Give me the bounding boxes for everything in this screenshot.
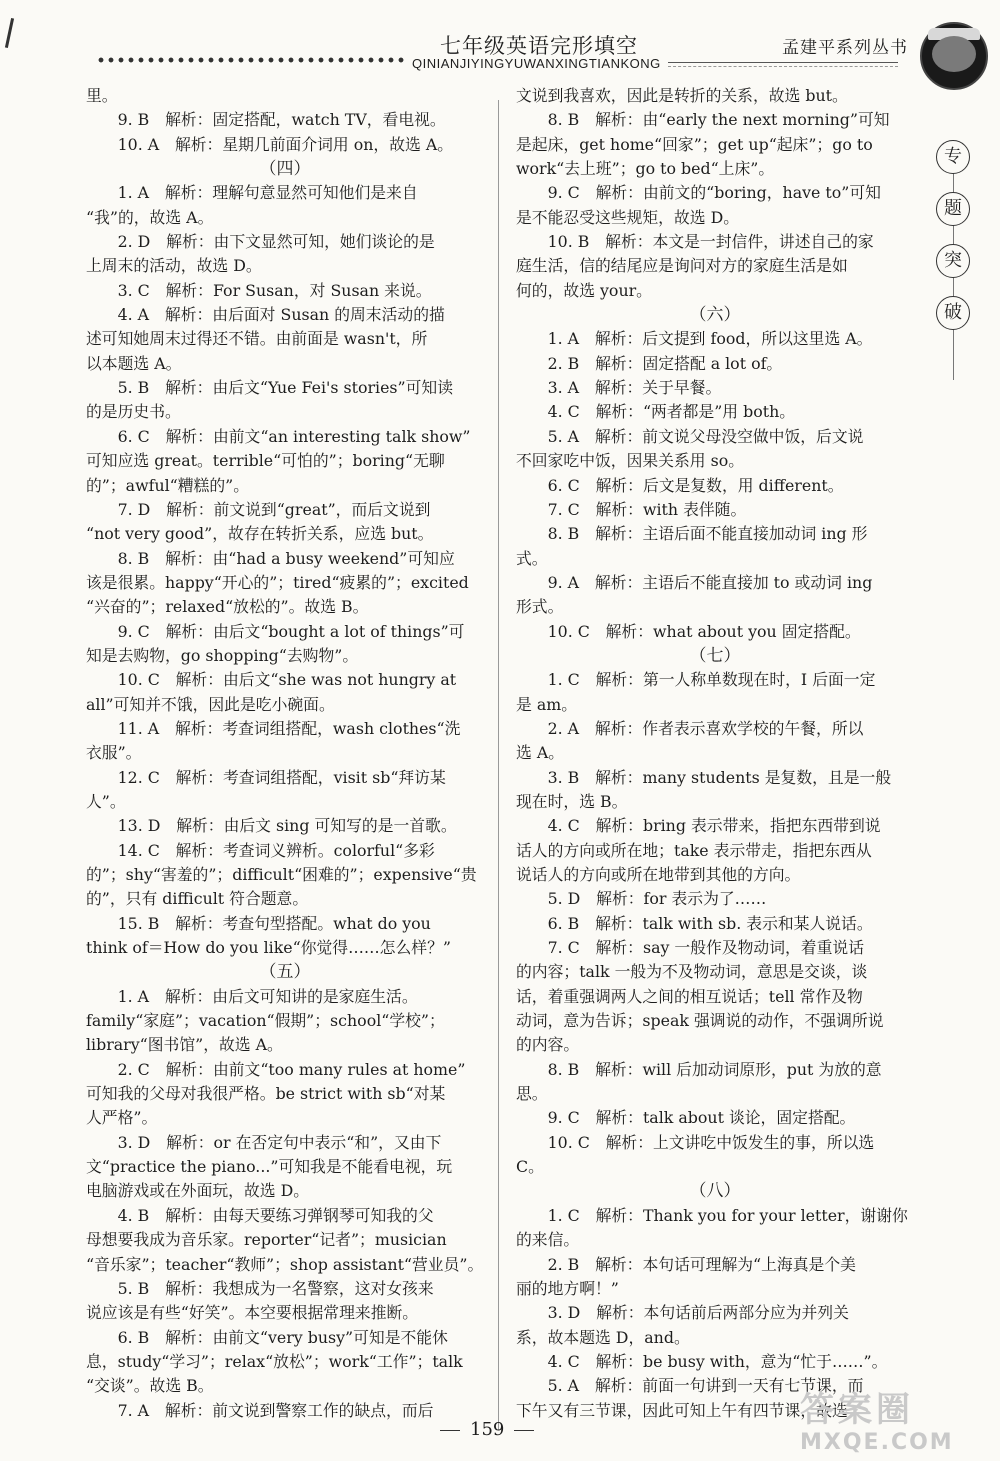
book-title: 七年级英语完形填空: [440, 34, 638, 58]
answer-line: 3. B 解析：many students 是复数，且是一般: [516, 767, 892, 787]
answer-line: 系，故本题选 D，and。: [516, 1327, 690, 1347]
answer-line: 2. B 解析：固定搭配 a lot of。: [516, 353, 783, 373]
answer-line: 2. D 解析：由下文显然可知，她们谈论的是: [86, 232, 435, 252]
answer-column-right: [516, 84, 914, 1423]
answer-line: 3. C 解析：For Susan，对 Susan 来说。: [86, 280, 432, 300]
page-footer: [430, 1419, 544, 1440]
answer-line: 12. C 解析：考查词组搭配，visit sb“拜访某: [86, 767, 446, 787]
answer-line: 的来信。: [516, 1230, 580, 1250]
answer-line: 8. B 解析：由“early the next morning”可知: [516, 110, 890, 130]
answer-line: 文说到我喜欢，因此是转折的关系，故选 but。: [516, 86, 848, 105]
answer-line: 4. A 解析：由后面对 Susan 的周末活动的描: [86, 305, 445, 325]
answer-line: 的”，只有 difficult 符合题意。: [86, 889, 309, 909]
answer-line: 5. A 解析：前面一句讲到一天有七节课，而: [516, 1376, 864, 1396]
answer-line: 1. C 解析：第一人称单数现在时，I 后面一定: [516, 670, 876, 690]
answer-line: 9. B 解析：固定搭配，watch TV，看电视。: [86, 110, 446, 130]
answer-line: 1. A 解析：理解句意显然可知他们是来自: [86, 183, 418, 203]
answer-line: 10. C 解析：上文讲吃中饭发生的事，所以选: [516, 1132, 875, 1152]
answer-line: 该是很累。happy“开心的”；tired“疲累的”；excited: [86, 572, 469, 592]
answer-line: 4. C 解析：“两者都是”用 both。: [516, 402, 796, 422]
answer-line: 6. B 解析：talk with sb. 表示和某人说话。: [516, 913, 873, 933]
answer-line: 的是历史书。: [86, 402, 181, 422]
answer-column-left: [86, 84, 484, 1423]
answer-line: 可知应选 great。terrible“可怕的”；boring“无聊: [86, 451, 445, 471]
answer-line: 6. C 解析：后文是复数，用 different。: [516, 475, 844, 495]
answer-line: 10. C 解析：由后文“she was not hungry at: [86, 670, 457, 690]
answer-line: 3. D 解析：or 在否定句中表示“和”，又由下: [86, 1132, 442, 1152]
answer-line: 丽的地方啊！”: [516, 1278, 619, 1298]
answer-line: 8. B 解析：will 后加动词原形，put 为放的意: [516, 1059, 882, 1079]
answer-line: 的内容。: [516, 1035, 580, 1055]
answer-line: 2. B 解析：本句话可理解为“上海真是个美: [516, 1254, 856, 1274]
watermark-bottom: MXQE.COM: [800, 1430, 954, 1455]
watermark-top: 答案圈: [800, 1390, 914, 1430]
answer-line: 知是去购物，go shopping“去购物”。: [86, 645, 359, 665]
answer-line: 15. B 解析：考查句型搭配。what do you: [86, 913, 431, 933]
answer-line: 6. C 解析：由前文“an interesting talk show”: [86, 426, 471, 446]
answer-line: 选 A。: [516, 743, 565, 763]
answer-line: 是不能忍受这些规矩，故选 D。: [516, 207, 740, 227]
topic-sidebar: [932, 140, 972, 390]
answer-line: 11. A 解析：考查词组搭配，wash clothes“洗: [86, 718, 461, 738]
answer-line: 的内容；talk 一般为不及物动词，意思是交谈，谈: [516, 962, 868, 982]
answer-line: 是 am。: [516, 694, 578, 714]
answer-line: C。: [516, 1157, 544, 1177]
answer-line: 人严格”。: [86, 1108, 158, 1128]
answer-line: 母想要我成为音乐家。reporter“记者”；musician: [86, 1230, 447, 1250]
answer-line: 5. A 解析：前文说父母没空做中饭，后文说: [516, 426, 864, 446]
sidebar-char: 题: [936, 192, 970, 226]
answer-line: 13. D 解析：由后文 sing 可知写的是一首歌。: [86, 816, 457, 836]
answer-line: 述可知她周末过得还不错。由前面是 wasn't，所: [86, 329, 428, 349]
answer-line: 的”；shy“害羞的”；difficult“困难的”；expensive“贵: [86, 865, 477, 884]
answer-line: 10. A 解析：星期几前面介词用 on，故选 A。: [86, 134, 454, 154]
answer-line: 4. B 解析：由每天要练习弹钢琴可知我的父: [86, 1205, 434, 1225]
answer-line: 7. A 解析：前文说到警察工作的缺点，而后: [86, 1400, 434, 1420]
answer-line: 7. D 解析：前文说到“great”，而后文说到: [86, 499, 431, 519]
answer-line: 动词，意为告诉；speak 强调说的动作，不强调所说: [516, 1011, 884, 1031]
answer-line: 说话人的方向或所在地带到其他的方向。: [516, 865, 801, 884]
answer-line: 10. B 解析：本文是一封信件，讲述自己的家: [516, 232, 874, 252]
column-divider: [498, 100, 499, 1430]
answer-line: “音乐家”；teacher“教师”；shop assistant“营业员”。: [86, 1254, 484, 1274]
answer-line: 不回家吃中饭，因果关系用 so。: [516, 451, 744, 471]
answer-line: 电脑游戏或在外面玩，故选 D。: [86, 1181, 310, 1201]
answer-line: library“图书馆”，故选 A。: [86, 1035, 283, 1055]
section-heading: （七）: [689, 645, 741, 666]
answer-line: 2. C 解析：由前文“too many rules at home”: [86, 1059, 466, 1079]
answer-line: 8. B 解析：由“had a busy weekend”可知应: [86, 548, 455, 568]
answer-line: “兴奋的”；relaxed“放松的”。故选 B。: [86, 597, 369, 617]
answer-line: 思。: [516, 1084, 548, 1104]
section-heading: （八）: [689, 1181, 741, 1202]
answer-line: 5. B 解析：我想成为一名警察，这对女孩来: [86, 1278, 434, 1298]
sidebar-char: 破: [936, 296, 970, 330]
answer-line: 以本题选 A。: [86, 353, 182, 373]
series-name: 孟建平系列丛书: [782, 38, 908, 58]
answer-line: 2. A 解析：作者表示喜欢学校的午餐，所以: [516, 718, 864, 738]
answer-line: 9. C 解析：由前文的“boring，have to”可知: [516, 183, 881, 203]
answer-line: think of＝How do you like“你觉得……怎么样？”: [86, 938, 451, 958]
answer-line: 文“practice the piano...”可知我是不能看电视，玩: [86, 1157, 453, 1177]
answer-line: 6. B 解析：由前文“very busy”可知是不能休: [86, 1327, 448, 1347]
header-dot-rule: [96, 57, 406, 63]
answer-line: 1. A 解析：后文提到 food，所以这里选 A。: [516, 329, 873, 349]
answer-line: work“去上班”；go to bed“上床”。: [516, 159, 775, 179]
answer-line: “交谈”。故选 B。: [86, 1376, 214, 1396]
answer-line: family“家庭”；vacation“假期”；school“学校”；: [86, 1011, 445, 1031]
answer-line: 5. D 解析：for 表示为了……: [516, 889, 767, 909]
answer-line: 形式。: [516, 597, 564, 617]
answer-line: 庭生活，信的结尾应是询问对方的家庭生活是如: [516, 256, 848, 276]
answer-line: 里。: [86, 86, 118, 105]
header-rule: [668, 62, 898, 63]
page-number: 159: [470, 1419, 505, 1440]
series-emblem-icon: [920, 22, 988, 90]
answer-line: 1. A 解析：由后文可知讲的是家庭生活。: [86, 986, 418, 1006]
answer-line: 3. A 解析：关于早餐。: [516, 378, 722, 398]
answer-line: 上周末的活动，故选 D。: [86, 256, 262, 276]
answer-line: 下午又有三节课，因此可知上午有四节课，故选: [516, 1400, 848, 1420]
section-heading: （六）: [689, 305, 741, 326]
answer-line: 息，study“学习”；relax“放松”；work“工作”；talk: [86, 1351, 463, 1371]
page-header: [0, 0, 1000, 96]
answer-line: 9. A 解析：主语后不能直接加 to 或动词 ing: [516, 572, 873, 592]
watermark-logo: [800, 1390, 990, 1460]
answer-line: 的”；awful“糟糕的”。: [86, 475, 250, 495]
header-rule-dashed: [668, 66, 898, 67]
sidebar-char: 突: [936, 244, 970, 278]
answer-line: 1. C 解析：Thank you for your letter，谢谢你: [516, 1205, 908, 1225]
section-heading: （五）: [259, 962, 311, 983]
answer-line: 10. C 解析：what about you 固定搭配。: [516, 621, 861, 641]
answer-line: 4. C 解析：be busy with，意为“忙于……”。: [516, 1351, 888, 1371]
answer-line: 现在时，选 B。: [516, 791, 628, 811]
section-heading: （四）: [259, 159, 311, 180]
sidebar-char: 专: [936, 140, 970, 174]
answer-line: 7. C 解析：say 一般作及物动词，着重说话: [516, 938, 864, 958]
answer-line: 9. C 解析：talk about 谈论，固定搭配。: [516, 1108, 856, 1128]
answer-line: 人”。: [86, 791, 126, 811]
answer-line: 话，着重强调两人之间的相互说话；tell 常作及物: [516, 986, 863, 1006]
answer-line: 4. C 解析：bring 表示带来，指把东西带到说: [516, 816, 881, 836]
answer-line: 何的，故选 your。: [516, 280, 652, 300]
answer-line: 可知我的父母对我很严格。be strict with sb“对某: [86, 1084, 446, 1104]
answer-line: “我”的，故选 A。: [86, 207, 214, 227]
answer-line: 是起床，get home“回家”；get up“起床”；go to: [516, 134, 873, 154]
answer-line: “not very good”，故存在转折关系，应选 but。: [86, 524, 434, 544]
answer-line: 衣服”。: [86, 743, 142, 763]
answer-line: 14. C 解析：考查词义辨析。colorful“多彩: [86, 840, 435, 860]
answer-line: all”可知并不饿，因此是吃小碗面。: [86, 694, 335, 714]
answer-line: 5. B 解析：由后文“Yue Fei's stories”可知读: [86, 378, 454, 398]
answer-line: 8. B 解析：主语后面不能直接加动词 ing 形: [516, 524, 868, 544]
answer-line: 说应该是有些“好笑”。本空要根据常理来推断。: [86, 1303, 419, 1323]
book-title-pinyin: QINIANJIYINGYUWANXINGTIANKONG: [412, 56, 661, 71]
answer-line: 7. C 解析：with 表伴随。: [516, 499, 747, 519]
answer-line: 9. C 解析：由后文“bought a lot of things”可: [86, 621, 465, 641]
answer-line: 3. D 解析：本句话前后两部分应为并列关: [516, 1303, 849, 1323]
answer-line: 式。: [516, 548, 548, 568]
answer-line: 话人的方向或所在地；take 表示带走，指把东西从: [516, 840, 872, 860]
